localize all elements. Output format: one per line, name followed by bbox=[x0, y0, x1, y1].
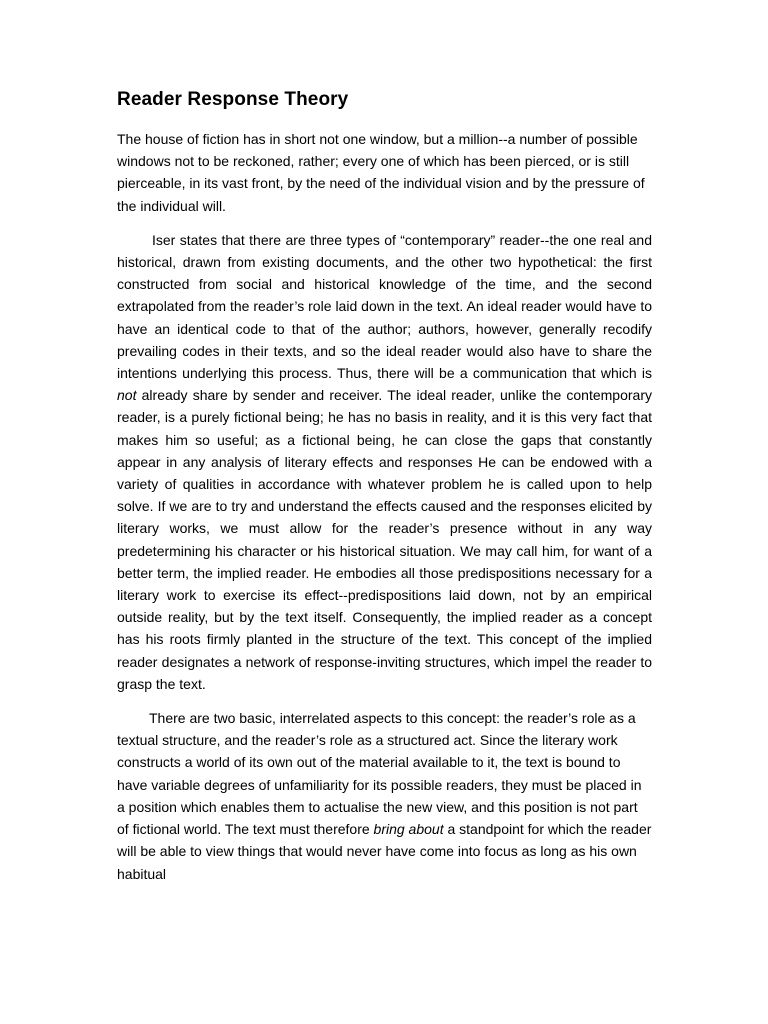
document-title: Reader Response Theory bbox=[117, 89, 349, 110]
aspects-paragraph-text-2: a standpoint for which the reader will be able to view things that would never have come into focus as long as his own habitual bbox=[117, 821, 652, 882]
aspects-paragraph-emphasis: bring about bbox=[373, 821, 444, 838]
iser-paragraph-emphasis: not bbox=[117, 387, 137, 404]
iser-paragraph bbox=[117, 229, 652, 695]
aspects-paragraph-text-1: There are two basic, interrelated aspects to this concept: the reader’s role as a textual structure, and the reader’s role as a structured act. Since the literary work constructs a world of its own out of the material available to it, the text is bound to have variable degrees of unfamiliarity for its possible readers, they must be placed in a position which enables them to actualise the new view, and this position is not part of fictional world. The text must therefore bbox=[117, 710, 642, 838]
document-page bbox=[117, 88, 652, 897]
iser-paragraph-text-1: Iser states that there are three types of “contemporary” reader--the one real and historical, drawn from existing documents, and the other two hypothetical: the first constructed from social and historical knowledge of the time, and the second extrapolated from the reader’s role laid down in the text. An ideal reader would have to have an identical code to that of the author; authors, however, generally recodify prevailing codes in their texts, and so the ideal reader would also have to share the intentions underlying this process. Thus, there will be a communication that which is bbox=[117, 231, 652, 382]
iser-paragraph-text-2: already share by sender and receiver. The ideal reader, unlike the contemporary reader, is a purely fictional being; he has no basis in reality, and it is this very fact that makes him so useful; as a fictional being, he can close the gaps that constantly appear in any analysis of literary effects and responses He can be endowed with a variety of qualities in accordance with whatever problem he is called upon to help solve. If we are to try and understand the effects caused and the responses elicited by literary works, we must allow for the reader’s presence without in any way predetermining his character or his historical situation. We may call him, for want of a better term, the implied reader. He embodies all those predispositions necessary for a literary work to exercise its effect--predispositions laid down, not by an empirical outside reality, but by the text itself. Consequently, the implied reader as a concept has his roots firmly planted in the structure of the text. This concept of the implied reader designates a network of response-inviting structures, which impel the reader to grasp the text. bbox=[117, 387, 652, 692]
aspects-paragraph bbox=[117, 707, 652, 885]
opening-quote-paragraph: The house of fiction has in short not one window, but a million--a number of possible windows not to be reckoned, rather; every one of which has been pierced, or is still pierceable, in its vast front, by the need of the individual vision and by the pressure of the individual will. bbox=[117, 131, 645, 214]
